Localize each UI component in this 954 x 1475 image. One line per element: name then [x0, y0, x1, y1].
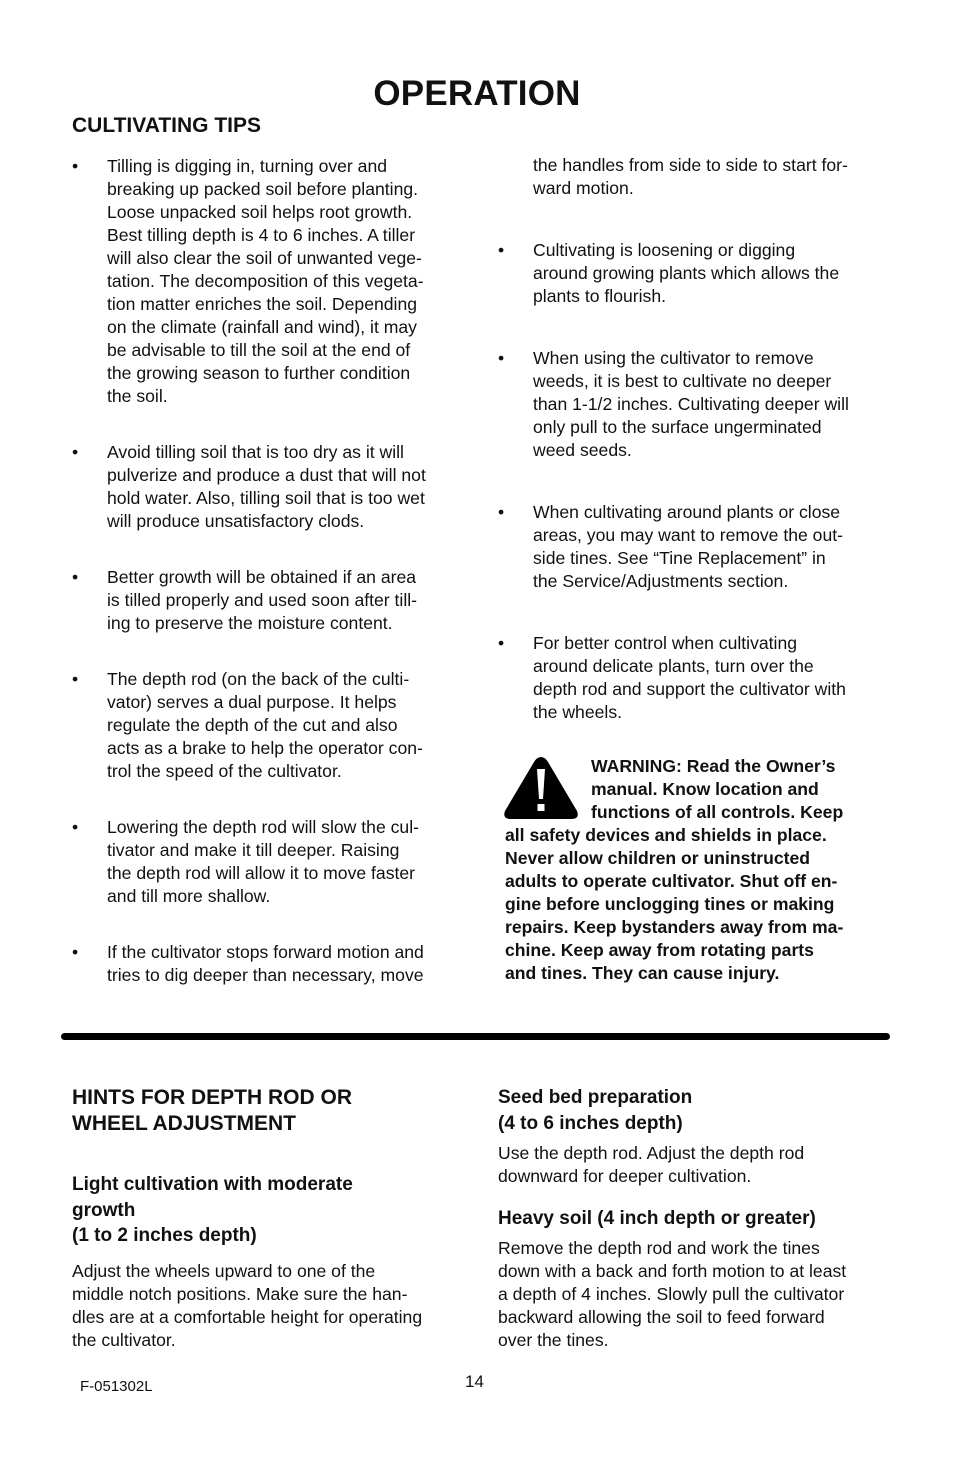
warning-box	[505, 755, 895, 985]
page-title: OPERATION	[373, 74, 581, 113]
list-item: • The depth rod (on the back of the culti- vator) serves a dual purpose. It helps regulate the depth of the cut and also acts as a brake to help the operator con- trol the speed of the cultivator.	[72, 669, 423, 781]
list-item: • Tilling is digging in, turning over and breaking up packed soil before planting. Loose unpacked soil helps root growth. Best tilling depth is 4 to 6 inches. A tiller will also clear the soil of unwanted vege- tation. The decomposition of this vegeta- tion matter enriches the soil. Depending on the climate (rainfall and wind), it may be advisable to till the soil at the end of the growing season to further condition the soil.	[72, 156, 424, 406]
hints-heading: HINTS FOR DEPTH ROD OR WHEEL ADJUSTMENT	[72, 1086, 353, 1135]
bullet-icon: •	[498, 240, 505, 260]
continuation-text: the handles from side to side to start for- ward motion.	[533, 155, 848, 198]
list-item: • For better control when cultivating around delicate plants, turn over the depth rod and support the cultivator with the wheels.	[498, 633, 846, 722]
bullet-icon: •	[498, 633, 505, 653]
bullet-icon: •	[498, 348, 505, 368]
bullet-icon: •	[72, 942, 79, 962]
bullet-icon: •	[498, 502, 505, 522]
warning-exclamation-icon	[501, 755, 581, 821]
document-code: F-051302L	[80, 1378, 153, 1395]
page-number: 14	[465, 1372, 484, 1391]
heavy-soil-heading: Heavy soil (4 inch depth or greater)	[498, 1208, 816, 1229]
section-divider	[61, 1033, 890, 1040]
list-item: • Avoid tilling soil that is too dry as it will pulverize and produce a dust that will not hold water. Also, tilling soil that is too wet will produce unsatisfactory clods.	[72, 442, 426, 531]
cultivating-tips-left-list	[72, 155, 472, 1020]
heavy-soil-text: Remove the depth rod and work the tines down with a back and forth motion to at least a depth of 4 inches. Slowly pull the cultivator backward allowing the soil to feed forward over the tines.	[498, 1238, 847, 1350]
bullet-icon: •	[72, 442, 79, 462]
cultivating-tips-right-list	[498, 239, 898, 724]
light-cultivation-heading: Light cultivation with moderate growth (1 to 2 inches depth)	[72, 1174, 353, 1246]
list-item: • Lowering the depth rod will slow the cul- tivator and make it till deeper. Raising the depth rod will allow it to move faster and till more shallow.	[72, 817, 419, 906]
bullet-icon: •	[72, 567, 79, 587]
list-item: • When cultivating around plants or close areas, you may want to remove the out- side tines. See “Tine Replacement” in the Service/Adjustments section.	[498, 502, 843, 591]
warning-text: WARNING: Read the Owner’s manual. Know location and functions of all controls. Keep all safety devices and shields in place. Never allow children or uninstructed adults to operate cultivator. Shut off en- gine before unclogging tines or making repairs. Keep bystanders away from ma- chine. Keep away from rotating parts and tines. They can cause injury.	[505, 756, 844, 983]
seed-bed-heading: Seed bed preparation (4 to 6 inches depth)	[498, 1087, 693, 1134]
list-item: • If the cultivator stops forward motion and tries to dig deeper than necessary, move	[72, 942, 424, 985]
bullet-icon: •	[72, 669, 79, 689]
list-item: • Better growth will be obtained if an area is tilled properly and used soon after till- ing to preserve the moisture content.	[72, 567, 418, 633]
cultivating-tips-heading: CULTIVATING TIPS	[72, 114, 261, 137]
bullet-icon: •	[72, 817, 79, 837]
list-item: • Cultivating is loosening or digging around growing plants which allows the plants to flourish.	[498, 240, 840, 306]
seed-bed-text: Use the depth rod. Adjust the depth rod downward for deeper cultivation.	[498, 1143, 805, 1186]
light-cultivation-text: Adjust the wheels upward to one of the middle notch positions. Make sure the han- dles are at a comfortable height for operating the cultivator.	[72, 1261, 423, 1350]
list-item: • When using the cultivator to remove weeds, it is best to cultivate no deeper than 1-1/2 inches. Cultivating deeper will only pull to the surface ungerminated weed seeds.	[498, 348, 849, 460]
bullet-icon: •	[72, 156, 79, 176]
